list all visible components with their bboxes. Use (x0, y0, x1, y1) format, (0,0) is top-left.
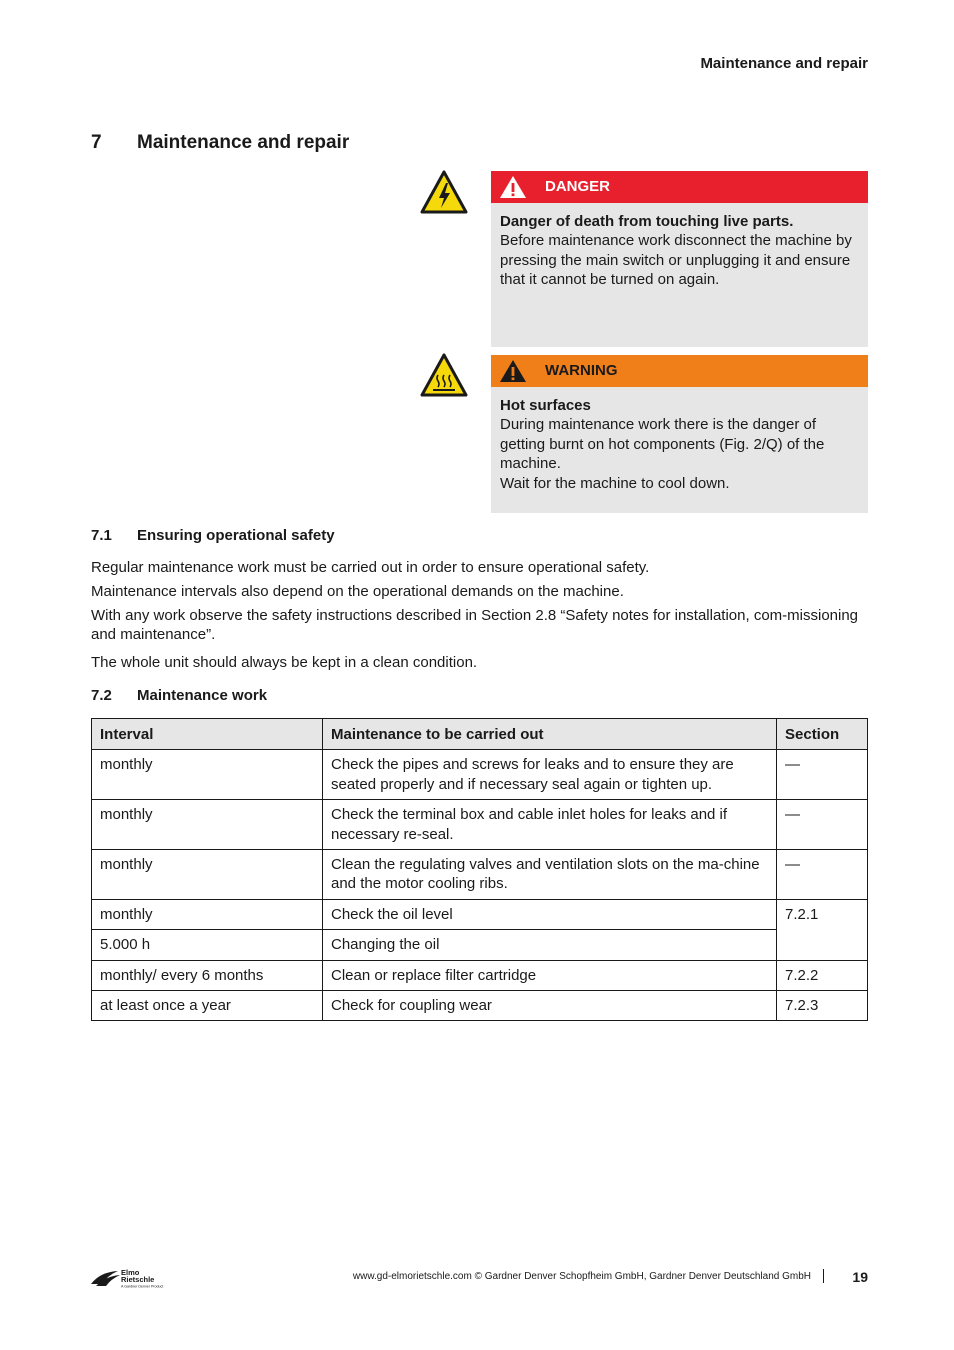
warning-label: WARNING (545, 362, 618, 379)
section-cell: — (777, 800, 868, 850)
exclamation-triangle-icon (499, 359, 527, 383)
section-cell: — (777, 850, 868, 900)
footer-url[interactable]: www.gd-elmorietschle.com (352, 1271, 472, 1282)
interval-cell: 5.000 h (92, 930, 323, 960)
chapter-number: 7 (91, 132, 102, 153)
table-row (92, 960, 868, 990)
interval-cell: monthly (92, 750, 323, 800)
table-row (92, 991, 868, 1021)
section-7-1-heading (91, 527, 335, 544)
table-header-row (92, 719, 868, 750)
column-header-maintenance: Maintenance to be carried out (323, 719, 777, 750)
electric-hazard-icon (420, 170, 468, 214)
hot-surface-icon (420, 353, 468, 397)
warning-bar (491, 355, 868, 387)
logo-line1: Elmo (121, 1268, 140, 1277)
page-number: 19 (852, 1269, 868, 1285)
interval-cell: monthly (92, 899, 323, 929)
section-cell: 7.2.3 (777, 991, 868, 1021)
section-7-2-heading (91, 687, 267, 704)
footer-copyright: © Gardner Denver Schopfheim GmbH, Gardner Denver Deutschland GmbH (474, 1271, 811, 1282)
section-cell: 7.2.1 (777, 899, 868, 960)
elmo-rietschle-logo (90, 1266, 170, 1290)
table-row (92, 850, 868, 900)
section-number: 7.1 (91, 527, 112, 544)
warning-text-cooldown: Wait for the machine to cool down. (500, 474, 730, 492)
maintenance-cell: Check for coupling wear (323, 991, 777, 1021)
interval-cell: at least once a year (92, 991, 323, 1021)
exclamation-triangle-icon (499, 175, 527, 199)
maintenance-cell: Check the terminal box and cable inlet holes for leaks and if necessary re-seal. (323, 800, 777, 850)
running-header: Maintenance and repair (700, 55, 868, 72)
chapter-heading (91, 132, 349, 154)
footer-separator (823, 1269, 824, 1283)
maintenance-table (91, 718, 868, 1021)
footer-text (353, 1271, 811, 1282)
table-row (92, 930, 868, 960)
danger-bar (491, 171, 868, 203)
column-header-interval: Interval (92, 719, 323, 750)
danger-notice (491, 171, 868, 347)
warning-heading: Hot surfaces (500, 397, 591, 414)
section-cell: 7.2.2 (777, 960, 868, 990)
table-row (92, 750, 868, 800)
maintenance-cell: Clean or replace filter cartridge (323, 960, 777, 990)
danger-label: DANGER (545, 178, 611, 195)
maintenance-cell: Changing the oil (323, 930, 777, 960)
danger-heading: Danger of death from touching live parts. (500, 213, 794, 230)
section-title: Ensuring operational safety (137, 527, 335, 544)
column-header-section: Section (777, 719, 868, 750)
logo-line2: Rietschle (121, 1275, 155, 1284)
section-number: 7.2 (91, 687, 112, 704)
section-cell: — (777, 750, 868, 800)
maintenance-cell: Check the pipes and screws for leaks and to ensure they are seated properly and if necessary seal again or tighten up. (323, 750, 777, 800)
table-row (92, 800, 868, 850)
interval-cell: monthly (92, 800, 323, 850)
paragraph: Regular maintenance work must be carried out in order to ensure operational safety. (91, 559, 650, 576)
table-row (92, 899, 868, 929)
section-title: Maintenance work (137, 687, 268, 704)
maintenance-cell: Clean the regulating valves and ventilation slots on the ma-chine and the motor cooling ribs. (323, 850, 777, 900)
warning-notice (491, 355, 868, 513)
interval-cell: monthly/ every 6 months (92, 960, 323, 990)
danger-text: Before maintenance work disconnect the machine by pressing the main switch or unplugging it and ensure that it cannot be turned on again. (500, 232, 852, 289)
maintenance-cell: Check the oil level (323, 899, 777, 929)
paragraph: With any work observe the safety instructions described in Section 2.8 “Safety notes for installation, com-missioning and maintenance”. (91, 607, 859, 644)
logo-tagline: A Gardner Denver Product (121, 1284, 164, 1289)
paragraph: Maintenance intervals also depend on the operational demands on the machine. (91, 583, 624, 600)
interval-cell: monthly (92, 850, 323, 900)
chapter-title: Maintenance and repair (137, 132, 350, 153)
paragraph: The whole unit should always be kept in a clean condition. (91, 654, 478, 671)
warning-text: During maintenance work there is the danger of getting burnt on hot components (Fig. 2/Q) of the machine. (500, 416, 825, 473)
